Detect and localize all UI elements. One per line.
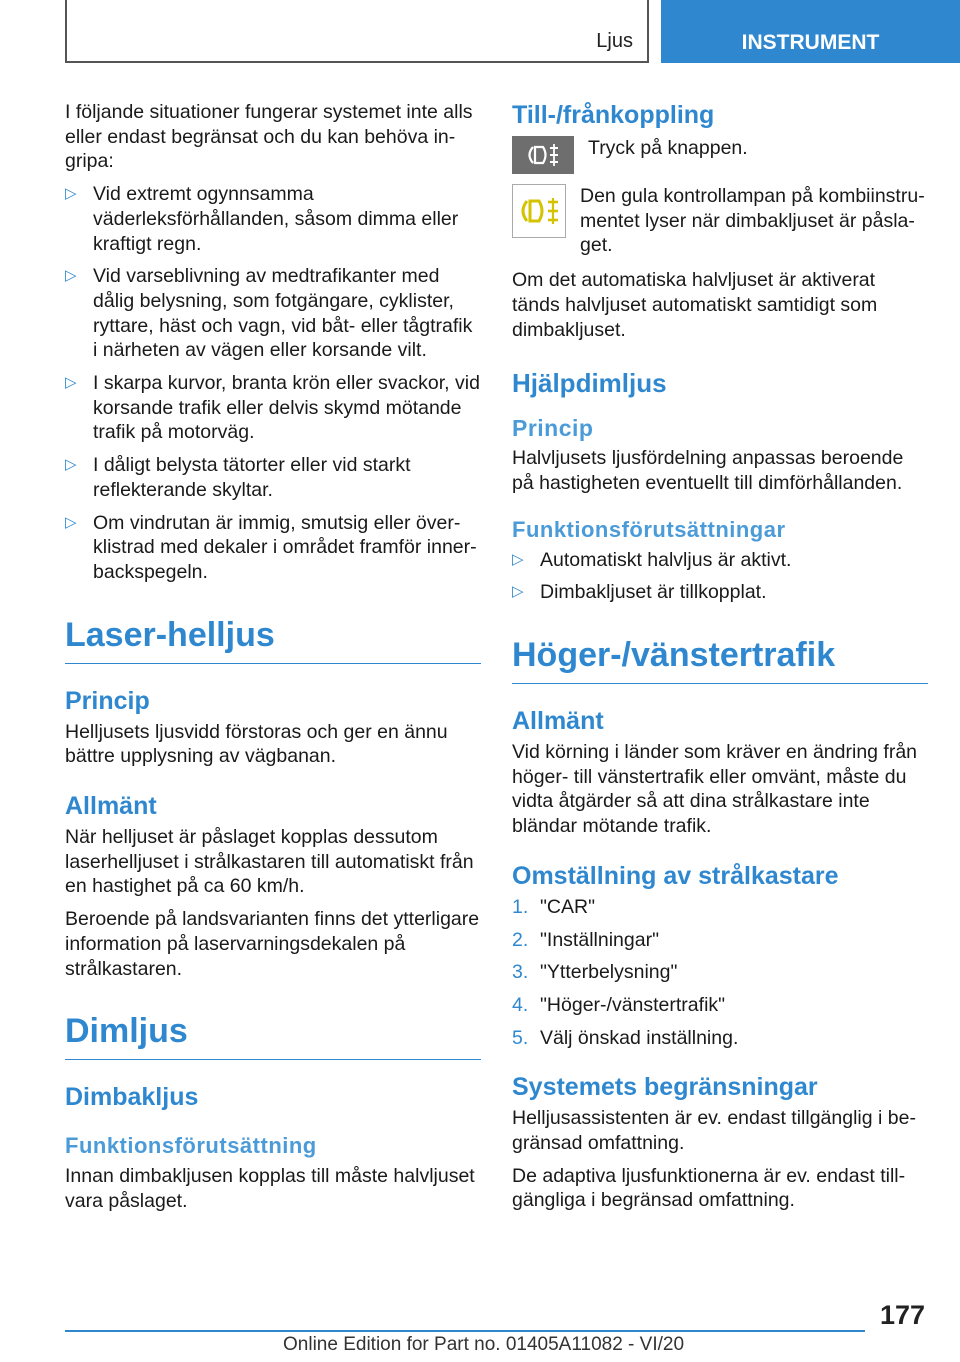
intro-paragraph: I följande situationer fungerar systemet inte alls eller endast begränsat och du kan behöva ingripa: (65, 101, 473, 173)
heading-princip: Princip (65, 686, 150, 715)
step-item: 4. "Höger-/vänstertrafik" (512, 993, 726, 1016)
right-column (512, 100, 928, 1221)
header-section-title: Ljus (596, 30, 633, 52)
auto-halvljus-text: Om det automatiska halvljuset är aktiverat tänds halvljuset automatiskt samtidigt som dimbakljuset. (512, 269, 878, 341)
heading-funktionsforutsattningar: Funktionsförutsättningar (512, 516, 786, 542)
list-item: ▷ Automatiskt halvljus är aktivt. (512, 548, 928, 573)
hjalp-princip-text: Halvljusets ljusfördelning anpassas beroende på hastigheten eventuellt till dimförhållanden. (512, 447, 904, 494)
princip-text: Helljusets ljusvidd förstoras och ger en ännu bättre upplysning av vägbanan. (65, 720, 448, 768)
heading-funktionsforutsattning: Funktionsförutsättning (65, 1133, 317, 1159)
list-item: ▷ Vid extremt ogynnsamma väderleksförhållanden, såsom dimma eller kraftigt regn. (65, 182, 481, 256)
list-item: ▷ I skarpa kurvor, branta krön eller svackor, vid korsande trafik eller delvis skymd mötande trafik på motorväg. (65, 371, 481, 445)
rear-fog-indicator-icon (512, 184, 566, 238)
footer-edition-text: Online Edition for Part no. 01405A11082 - VI/20 (283, 1334, 685, 1355)
heading-omstallning: Omställning av strålkastare (512, 861, 839, 890)
step-item: 3. "Ytterbelysning" (512, 961, 678, 984)
step-item: 1. "CAR" (512, 895, 596, 918)
heading-dimljus: Dimljus (65, 1011, 481, 1060)
indicator-text: Den gula kontrollampan på kombiinstrumentet lyser när dimbakljuset är påslaget. (580, 185, 925, 257)
list-item: ▷ Om vindrutan är immig, smutsig eller överklistrad med dekaler i området framför innerbackspegeln. (65, 511, 481, 585)
list-item: ▷ Dimbakljuset är tillkopplat. (512, 580, 928, 605)
list-item: ▷ I dåligt belysta tätorter eller vid starkt reflekterande skyltar. (65, 453, 481, 502)
left-column (65, 100, 481, 1222)
begransningar-paragraph-2: De adaptiva ljusfunktionerna är ev. endast tillgängliga i begränsad omfattning. (512, 1164, 906, 1212)
footer-divider (65, 1330, 865, 1332)
indicator-instruction-row (512, 184, 928, 258)
list-item: ▷ Vid varseblivning av medtrafikanter med dålig belysning, som fotgängare, cyklister, ryttare, häst och vagn, vid båt- eller tågtrafik i närheten av vägen eller korsande vilt. (65, 264, 481, 363)
step-item: 5. Välj önskad inställning. (512, 1026, 739, 1049)
heading-hoger-vanstertrafik: Höger-/vänstertrafik (512, 635, 928, 684)
funktionsforutsattning-text: Innan dimbakljusen kopplas till måste halvljuset vara påslaget. (65, 1165, 475, 1212)
step-item: 2. "Inställningar" (512, 928, 659, 951)
rear-fog-button-icon (512, 136, 574, 174)
heading-princip-2: Princip (512, 415, 594, 442)
page-number: 177 (880, 1300, 926, 1330)
header-chapter-tab: INSTRUMENT (661, 0, 960, 63)
heading-systemets-begransningar: Systemets begränsningar (512, 1073, 818, 1102)
heading-till-frankoppling: Till-/frånkoppling (512, 101, 715, 129)
press-button-text: Tryck på knappen. (588, 137, 748, 159)
begransningar-paragraph-1: Helljusassistenten är ev. endast tillgänglig i begränsad omfattning. (512, 1107, 916, 1155)
button-instruction-row (512, 136, 928, 174)
heading-allmant-2: Allmänt (512, 707, 604, 736)
allmant-paragraph-1: När helljuset är påslaget kopplas dessutom laserhelljuset i strålkastaren till automatiskt från en hastighet på ca 60 km/h. (65, 826, 474, 898)
header-section-box (65, 0, 649, 63)
allmant-paragraph-2: Beroende på landsvarianten finns det ytterligare information på laservarningsdekalen på strålkastaren. (65, 908, 480, 980)
heading-laser-helljus: Laser-helljus (65, 615, 481, 664)
heading-allmant: Allmänt (65, 792, 157, 821)
heading-dimbakljus: Dimbakljus (65, 1083, 199, 1112)
trafik-allmant-text: Vid körning i länder som kräver en ändring från höger- till vänstertrafik eller omvänt, måste du vidta åtgärder så att dina strålkastare inte bländar mötande trafik. (512, 741, 918, 838)
heading-hjalpdimljus: Hjälpdimljus (512, 368, 667, 399)
